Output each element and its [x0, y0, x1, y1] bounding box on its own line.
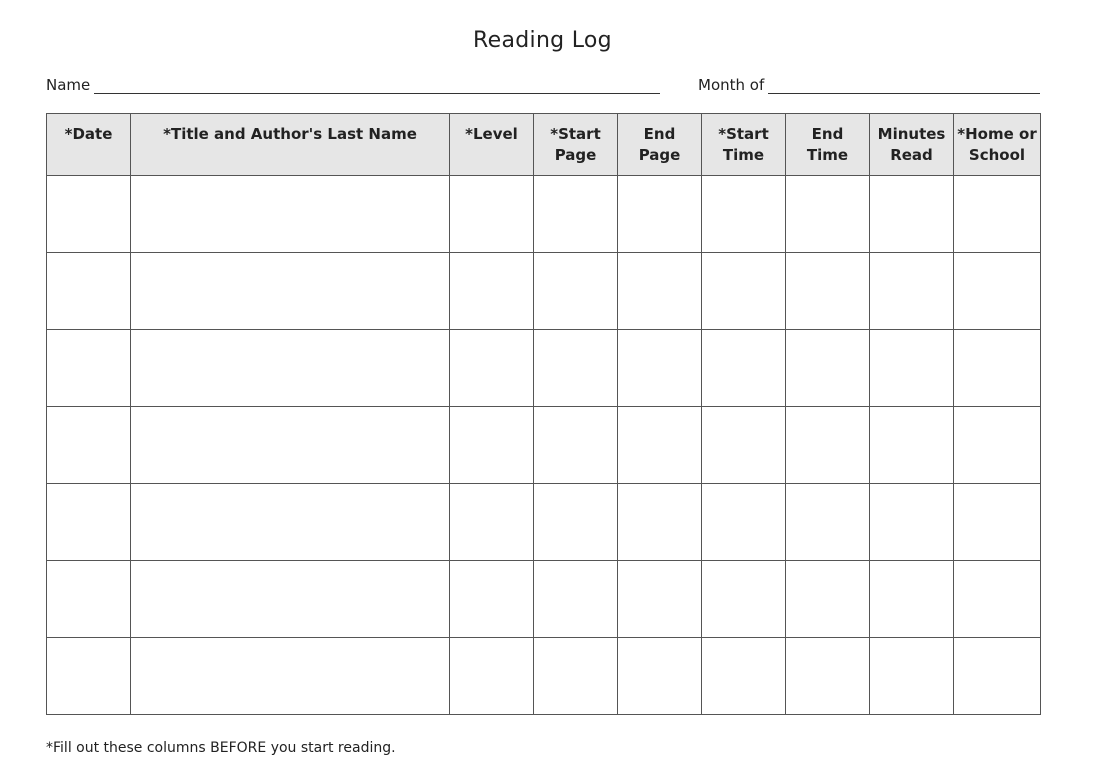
- table-cell[interactable]: [618, 484, 702, 561]
- table-row: [47, 561, 1041, 638]
- table-cell[interactable]: [47, 484, 131, 561]
- column-header-line: Page: [554, 146, 597, 164]
- name-field: [46, 72, 660, 94]
- month-field: [698, 72, 1040, 94]
- table-cell[interactable]: [534, 484, 618, 561]
- table-cell[interactable]: [786, 484, 870, 561]
- table-cell[interactable]: [954, 638, 1041, 715]
- column-header: [450, 114, 534, 176]
- table-cell[interactable]: [450, 561, 534, 638]
- column-header-line: Minutes: [877, 125, 946, 143]
- table-cell[interactable]: [954, 484, 1041, 561]
- column-header-line: Read: [890, 146, 933, 164]
- table-cell[interactable]: [786, 407, 870, 484]
- table-cell[interactable]: [702, 330, 786, 407]
- column-header: [954, 114, 1041, 176]
- table-cell[interactable]: [618, 176, 702, 253]
- column-header: [618, 114, 702, 176]
- table-row: [47, 407, 1041, 484]
- table-cell[interactable]: [534, 561, 618, 638]
- table-cell[interactable]: [47, 561, 131, 638]
- column-header-line: *Home or: [957, 125, 1037, 143]
- column-header-line: School: [968, 146, 1026, 164]
- table-cell[interactable]: [534, 176, 618, 253]
- column-header-line: *Start: [550, 125, 601, 143]
- column-header: [47, 114, 131, 176]
- table-cell[interactable]: [131, 638, 450, 715]
- table-cell[interactable]: [786, 253, 870, 330]
- column-header: [702, 114, 786, 176]
- table-cell[interactable]: [702, 561, 786, 638]
- table-cell[interactable]: [870, 253, 954, 330]
- table-cell[interactable]: [47, 176, 131, 253]
- table-cell[interactable]: [534, 253, 618, 330]
- table-cell[interactable]: [450, 484, 534, 561]
- table-cell[interactable]: [131, 561, 450, 638]
- reading-log-table: [46, 113, 1041, 715]
- table-cell[interactable]: [534, 330, 618, 407]
- table-cell[interactable]: [618, 253, 702, 330]
- table-cell[interactable]: [870, 484, 954, 561]
- table-cell[interactable]: [870, 638, 954, 715]
- table-row: [47, 484, 1041, 561]
- table-cell[interactable]: [954, 330, 1041, 407]
- table-cell[interactable]: [870, 561, 954, 638]
- table-cell[interactable]: [450, 638, 534, 715]
- table-cell[interactable]: [702, 407, 786, 484]
- table-cell[interactable]: [954, 407, 1041, 484]
- table-cell[interactable]: [870, 176, 954, 253]
- month-blank-line[interactable]: [768, 73, 1040, 94]
- table-cell[interactable]: [47, 330, 131, 407]
- column-header-line: Page: [638, 146, 681, 164]
- page-title: Reading Log: [473, 28, 612, 53]
- table-cell[interactable]: [786, 176, 870, 253]
- column-header: [131, 114, 450, 176]
- table-cell[interactable]: [131, 484, 450, 561]
- column-header-line: *Start: [718, 125, 769, 143]
- column-header-line: *Title and Author's Last Name: [163, 125, 417, 143]
- table-cell[interactable]: [786, 638, 870, 715]
- column-header-line: End: [811, 125, 844, 143]
- table-cell[interactable]: [618, 407, 702, 484]
- table-row: [47, 253, 1041, 330]
- table-cell[interactable]: [702, 253, 786, 330]
- name-label: Name: [46, 76, 91, 94]
- table-cell[interactable]: [534, 407, 618, 484]
- table-cell[interactable]: [870, 407, 954, 484]
- table-header-row: [47, 114, 1041, 176]
- table-row: [47, 176, 1041, 253]
- table-cell[interactable]: [618, 638, 702, 715]
- table-cell[interactable]: [954, 253, 1041, 330]
- table-cell[interactable]: [131, 407, 450, 484]
- column-header-line: End: [643, 125, 676, 143]
- footnote: *Fill out these columns BEFORE you start reading.: [46, 740, 396, 756]
- table-cell[interactable]: [47, 253, 131, 330]
- table-row: [47, 330, 1041, 407]
- table-cell[interactable]: [450, 253, 534, 330]
- table-cell[interactable]: [534, 638, 618, 715]
- column-header: [786, 114, 870, 176]
- table-cell[interactable]: [618, 561, 702, 638]
- table-row: [47, 638, 1041, 715]
- table-cell[interactable]: [47, 638, 131, 715]
- table-cell[interactable]: [870, 330, 954, 407]
- name-blank-line[interactable]: [94, 73, 660, 94]
- table-cell[interactable]: [47, 407, 131, 484]
- column-header-line: Time: [806, 146, 849, 164]
- table-cell[interactable]: [131, 176, 450, 253]
- table-body: [47, 176, 1041, 715]
- table-cell[interactable]: [702, 638, 786, 715]
- table-cell[interactable]: [786, 330, 870, 407]
- column-header-line: Time: [722, 146, 765, 164]
- table-cell[interactable]: [450, 330, 534, 407]
- table-cell[interactable]: [954, 176, 1041, 253]
- table-cell[interactable]: [131, 330, 450, 407]
- table-cell[interactable]: [131, 253, 450, 330]
- table-cell[interactable]: [786, 561, 870, 638]
- table-cell[interactable]: [702, 176, 786, 253]
- table-cell[interactable]: [450, 407, 534, 484]
- column-header: [870, 114, 954, 176]
- table-cell[interactable]: [702, 484, 786, 561]
- column-header: [534, 114, 618, 176]
- column-header-line: *Level: [465, 125, 518, 143]
- table-cell[interactable]: [618, 330, 702, 407]
- table-cell[interactable]: [450, 176, 534, 253]
- month-label: Month of: [698, 76, 765, 94]
- table-cell[interactable]: [954, 561, 1041, 638]
- column-header-line: *Date: [64, 125, 113, 143]
